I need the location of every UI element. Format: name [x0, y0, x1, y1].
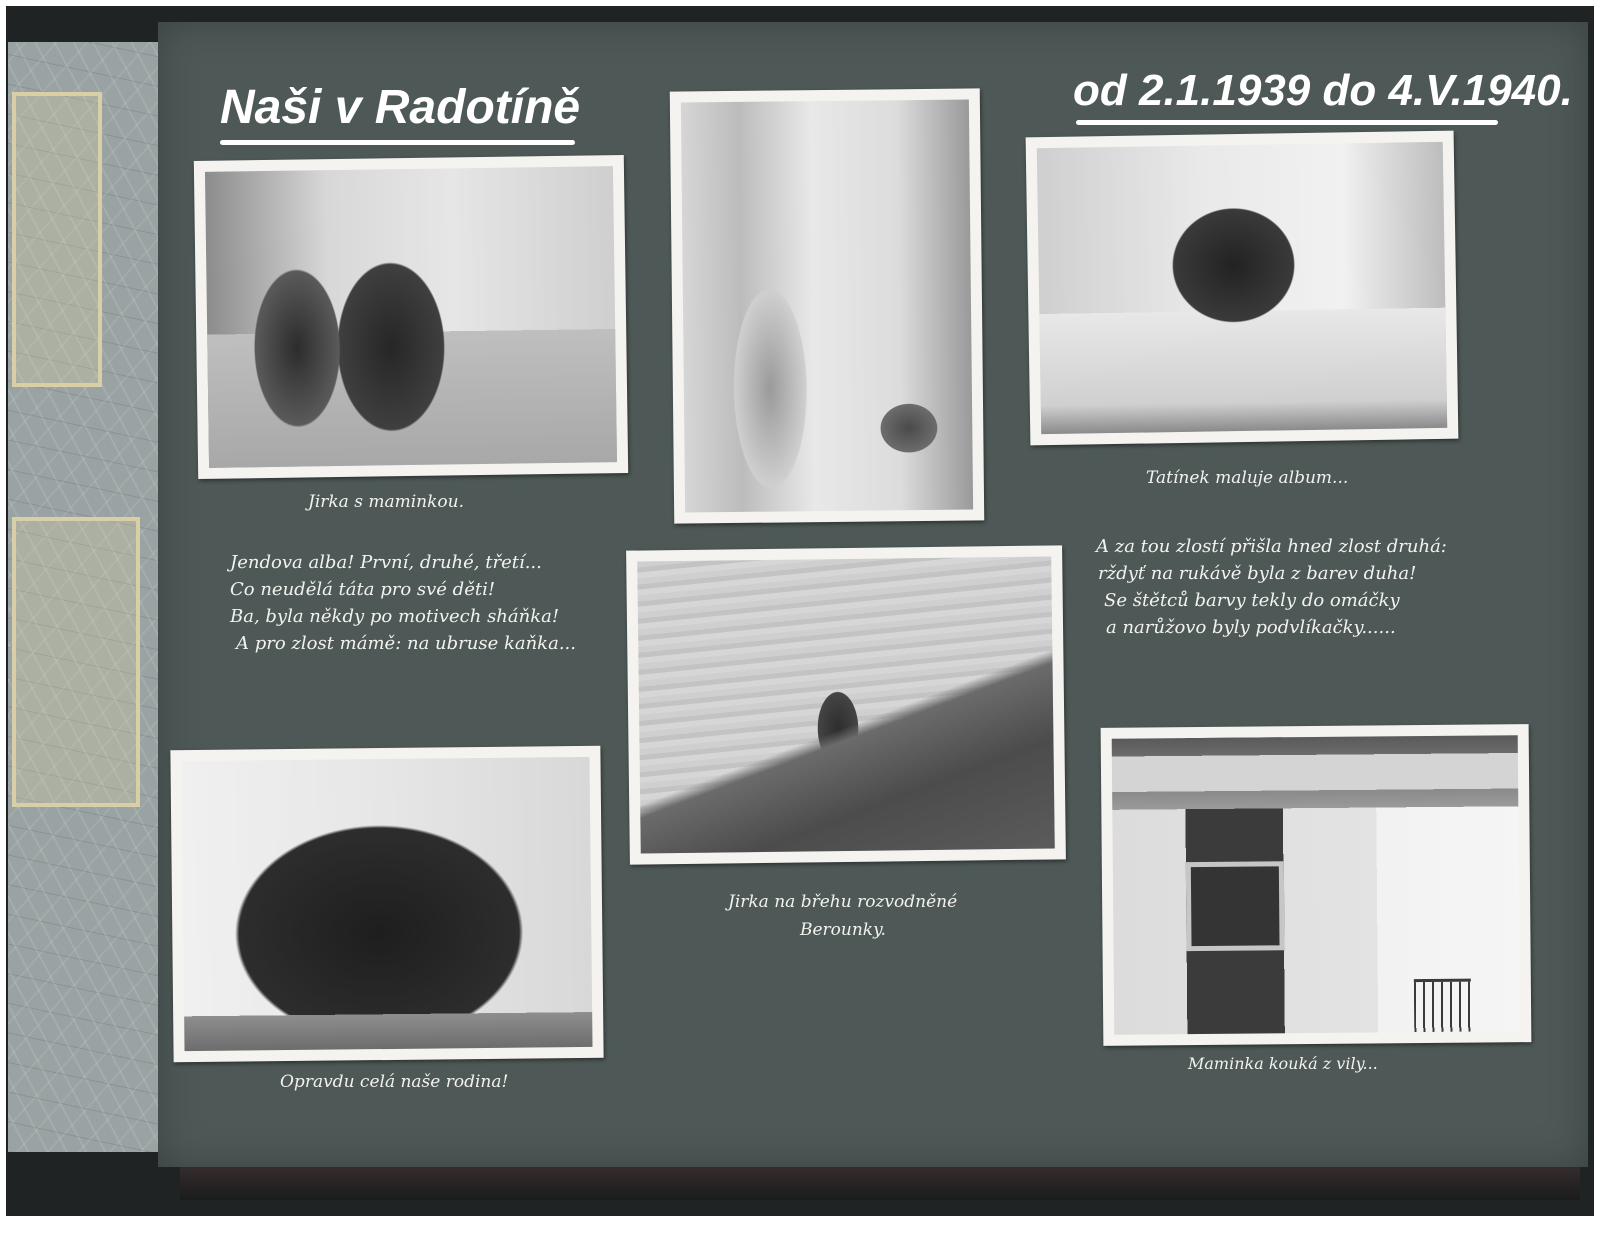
- photo-kitchen-mother-son[interactable]: [194, 155, 628, 479]
- photo-image: [1037, 142, 1447, 434]
- poem-right-line-4: a narůžovo byly podvlíkačky......: [1106, 617, 1396, 638]
- photo-family-group[interactable]: [170, 746, 603, 1062]
- title-underline: [220, 140, 575, 145]
- villa-railing: [1414, 978, 1471, 1032]
- poem-left-line-3: Ba, byla někdy po motivech sháňka!: [230, 606, 560, 627]
- caption-river-bank-line-2: Berounky.: [800, 920, 886, 940]
- caption-father-painting: Tatínek maluje album...: [1146, 468, 1349, 488]
- left-endpaper: [8, 42, 176, 1152]
- page-title: Naši v Radotíně: [220, 81, 581, 134]
- date-underline: [1076, 120, 1498, 125]
- photo-father-painting[interactable]: [1026, 131, 1459, 446]
- photo-image: [637, 556, 1055, 853]
- album-page: [158, 22, 1588, 1167]
- photo-image: [181, 757, 592, 1051]
- poem-right-line-1: A za tou zlostí přišla hned zlost druhá:: [1096, 536, 1447, 557]
- date-range: od 2.1.1939 do 4.V.1940.: [1073, 66, 1573, 115]
- caption-villa-window: Maminka kouká z vily...: [1188, 1054, 1378, 1073]
- poem-left-line-4: A pro zlost mámě: na ubruse kaňka...: [236, 633, 576, 654]
- endpaper-frame-bottom: [12, 517, 140, 807]
- caption-river-bank-line-1: Jirka na břehu rozvodněné: [728, 892, 958, 912]
- photo-image: [681, 100, 973, 513]
- caption-kitchen-mother-son: Jirka s maminkou.: [308, 492, 464, 512]
- poem-right-line-3: Se štětců barvy tekly do omáčky: [1104, 590, 1400, 611]
- poem-left-line-1: Jendova alba! První, druhé, třetí...: [230, 552, 542, 573]
- poem-right-line-2: rždyť na rukávě byla z barev duha!: [1098, 563, 1417, 584]
- photo-villa-window[interactable]: [1101, 724, 1532, 1046]
- villa-window: [1186, 862, 1284, 952]
- photo-image: [1112, 735, 1521, 1035]
- caption-family-group: Opravdu celá naše rodina!: [280, 1072, 509, 1092]
- photo-woman-in-kitchen[interactable]: [670, 88, 985, 523]
- photo-river-bank[interactable]: [626, 545, 1066, 864]
- poem-left-line-2: Co neudělá táta pro své děti!: [230, 579, 496, 600]
- endpaper-frame-top: [12, 92, 102, 387]
- photo-image: [205, 166, 617, 468]
